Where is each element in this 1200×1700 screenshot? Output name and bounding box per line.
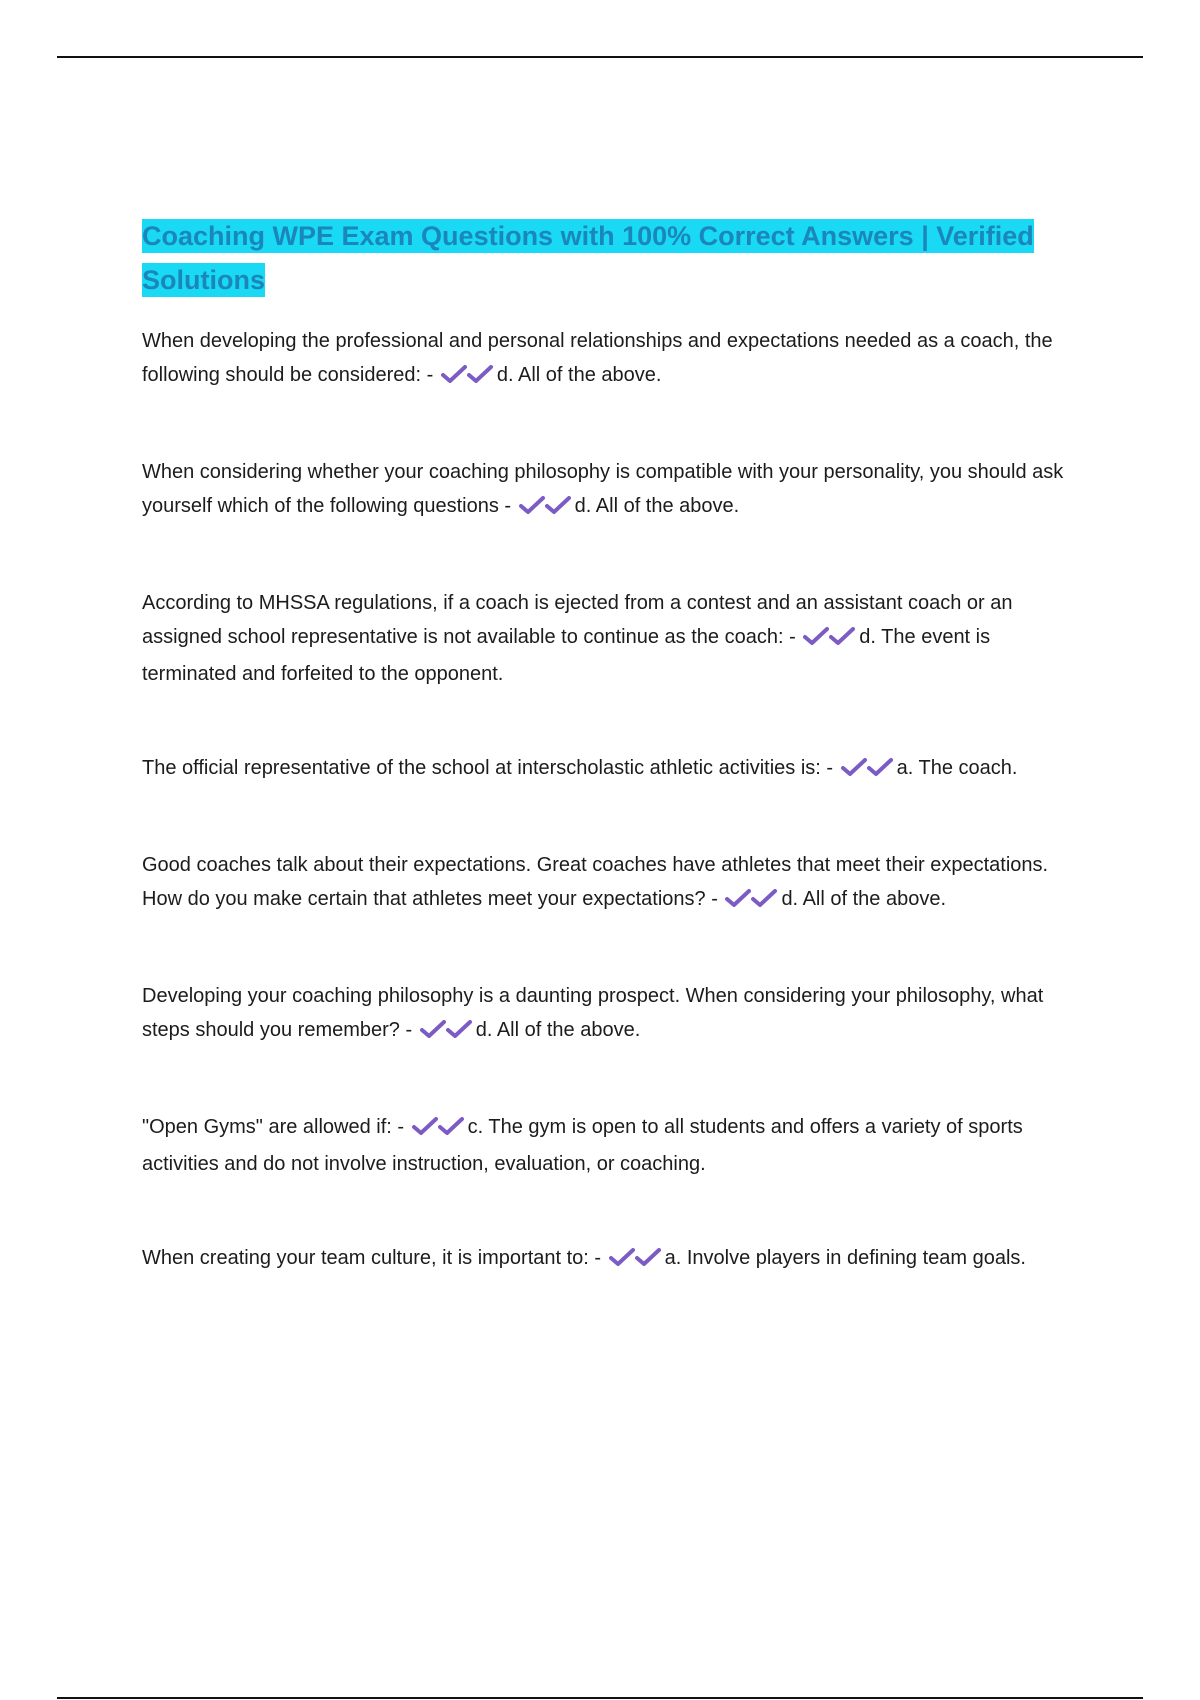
answer-separator: -: [820, 757, 839, 779]
answer-text: c. The gym is open to all students and offers a variety of sports activities and do not involve instruction, evaluation, or coaching.: [142, 1116, 1023, 1175]
check-mark-icon: [867, 754, 893, 788]
footer-rule: [57, 1697, 1143, 1699]
verified-checks: [803, 623, 855, 657]
verified-checks: [841, 754, 893, 788]
qa-item: [142, 1110, 1072, 1181]
check-mark-icon: [725, 885, 751, 919]
question-text: When considering whether your coaching philosophy is compatible with your personality, you should ask yourself which of the following questions: [142, 461, 1064, 517]
check-mark-icon: [751, 885, 777, 919]
qa-item: [142, 1241, 1072, 1278]
check-mark-icon: [635, 1244, 661, 1278]
answer-separator: -: [705, 888, 724, 910]
check-mark-icon: [841, 754, 867, 788]
answer-text: d. All of the above.: [496, 364, 662, 386]
check-mark-icon: [412, 1113, 438, 1147]
header-rule: [57, 56, 1143, 58]
answer-text: d. All of the above.: [475, 1019, 641, 1041]
verified-checks: [420, 1016, 472, 1050]
answer-text: a. The coach.: [896, 757, 1018, 779]
qa-item: [142, 848, 1072, 919]
title-highlight: Coaching WPE Exam Questions with 100% Correct Answers | Verified Solutions: [142, 221, 1034, 295]
question-text: When developing the professional and personal relationships and expectations needed as a coach, the following should be considered:: [142, 330, 1053, 386]
question-text: The official representative of the school at interscholastic athletic activities is:: [142, 757, 821, 779]
check-mark-icon: [438, 1113, 464, 1147]
answer-text: d. All of the above.: [781, 888, 946, 910]
qa-item: [142, 455, 1072, 526]
check-mark-icon: [803, 623, 829, 657]
answer-separator: -: [421, 364, 439, 386]
verified-checks: [725, 885, 777, 919]
check-mark-icon: [420, 1016, 446, 1050]
check-mark-icon: [467, 361, 493, 395]
document-body: [142, 214, 1072, 1338]
qa-item: [142, 586, 1072, 691]
check-mark-icon: [829, 623, 855, 657]
qa-item: [142, 751, 1072, 788]
answer-separator: -: [391, 1116, 410, 1138]
verified-checks: [412, 1113, 464, 1147]
question-text: According to MHSSA regulations, if a coach is ejected from a contest and an assistant coach or an assigned school representative is not available to continue as the coach:: [142, 592, 1013, 648]
answer-text: a. Involve players in defining team goals.: [664, 1247, 1026, 1269]
answer-separator: -: [588, 1247, 607, 1269]
check-mark-icon: [609, 1244, 635, 1278]
qa-item: [142, 324, 1072, 395]
document-title: [142, 214, 1072, 302]
qa-list: [142, 324, 1072, 1278]
verified-checks: [609, 1244, 661, 1278]
answer-separator: -: [783, 626, 802, 648]
qa-item: [142, 979, 1072, 1050]
check-mark-icon: [441, 361, 467, 395]
check-mark-icon: [446, 1016, 472, 1050]
answer-separator: -: [498, 495, 517, 517]
verified-checks: [441, 361, 493, 395]
answer-text: d. All of the above.: [574, 495, 740, 517]
question-text: Good coaches talk about their expectations. Great coaches have athletes that meet their expectations. How do you make certain that athletes meet your expectations?: [142, 854, 1049, 910]
question-text: "Open Gyms" are allowed if:: [142, 1116, 392, 1138]
check-mark-icon: [519, 492, 545, 526]
answer-separator: -: [399, 1019, 418, 1041]
question-text: Developing your coaching philosophy is a daunting prospect. When considering your philosophy, what steps should you remember?: [142, 985, 1044, 1041]
question-text: When creating your team culture, it is important to:: [142, 1247, 589, 1269]
check-mark-icon: [545, 492, 571, 526]
verified-checks: [519, 492, 571, 526]
answer-text: d. The event is terminated and forfeited to the opponent.: [142, 626, 991, 685]
